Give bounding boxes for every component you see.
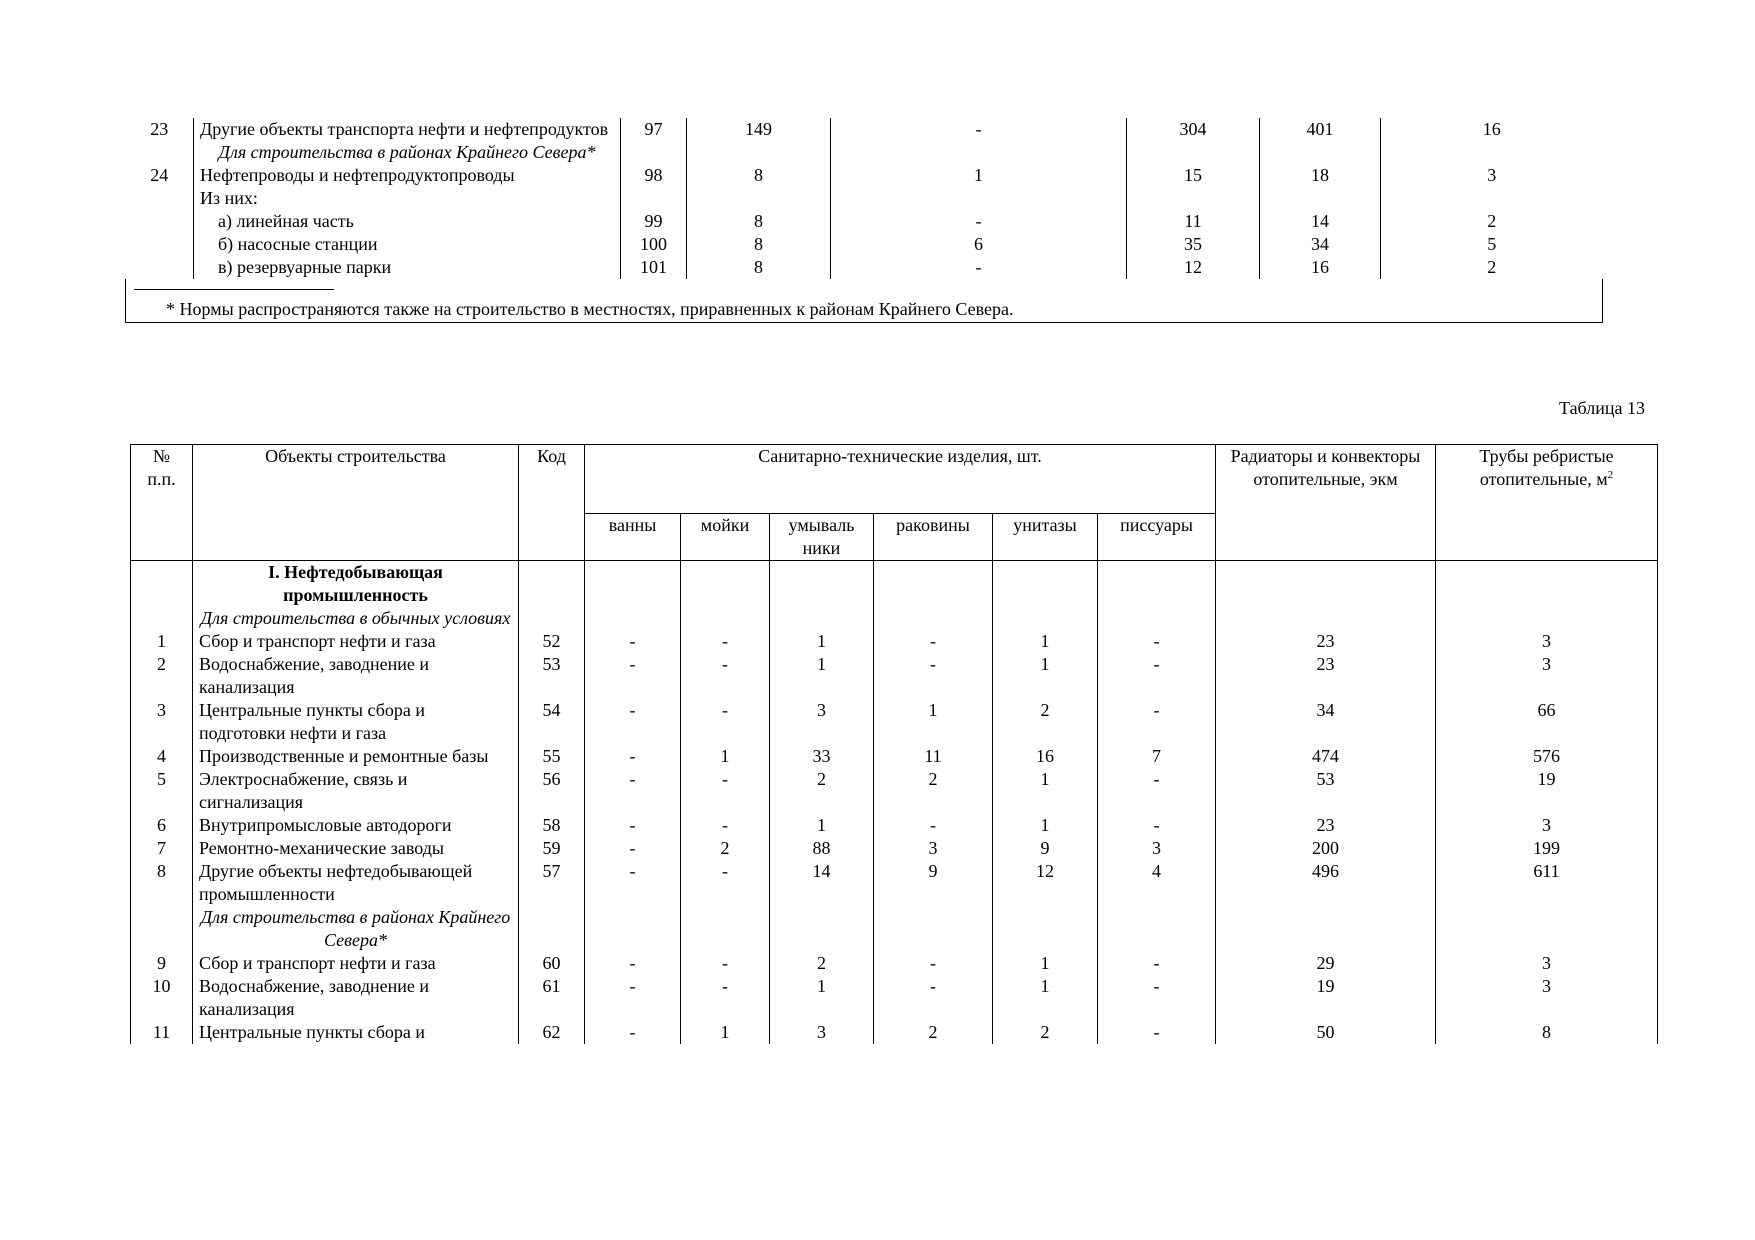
cell-value: - [585, 837, 681, 860]
cell-value: 611 [1436, 860, 1658, 906]
cell-subheader: Для строительства в обычных условиях [193, 607, 519, 630]
cell-empty [519, 607, 585, 630]
cell-value: 50 [1216, 1021, 1436, 1044]
cell-value: - [585, 860, 681, 906]
cell-value: 1 [681, 745, 770, 768]
cell-value: 149 [687, 118, 831, 141]
cell-value: 3 [1436, 814, 1658, 837]
cell-value: 19 [1216, 975, 1436, 1021]
cell-no [131, 561, 193, 608]
cell-value: 1 [831, 164, 1127, 187]
cell-value: 53 [1216, 768, 1436, 814]
cell-object: а) линейная часть [194, 210, 621, 233]
cell-empty [1381, 141, 1603, 164]
cell-empty [1098, 561, 1216, 608]
cell-value: - [1098, 768, 1216, 814]
cell-no: 2 [131, 653, 193, 699]
cell-value: 29 [1216, 952, 1436, 975]
cell-value: 23 [1216, 630, 1436, 653]
table-row [131, 653, 1658, 699]
cell-value: - [1098, 699, 1216, 745]
cell-object: Сбор и транспорт нефти и газа [193, 630, 519, 653]
cell-value: 8 [687, 164, 831, 187]
table-row [131, 860, 1658, 906]
cell-no: 8 [131, 860, 193, 906]
cell-value: 3 [1436, 975, 1658, 1021]
cell-empty [1216, 561, 1436, 608]
cell-value: 9 [993, 837, 1098, 860]
cell-value: 19 [1436, 768, 1658, 814]
cell-value [831, 187, 1127, 210]
cell-value: 35 [1127, 233, 1260, 256]
cell-value: 1 [770, 630, 874, 653]
cell-value: - [1098, 653, 1216, 699]
cell-no [126, 187, 194, 210]
cell-value: 3 [770, 1021, 874, 1044]
cell-value: 16 [1381, 118, 1603, 141]
table-row [126, 210, 1603, 233]
cell-object: б) насосные станции [194, 233, 621, 256]
cell-value: 474 [1216, 745, 1436, 768]
cell-value: - [874, 975, 993, 1021]
cell-value: 34 [1260, 233, 1381, 256]
cell-value: 1 [993, 768, 1098, 814]
cell-value: 3 [874, 837, 993, 860]
cell-no [126, 210, 194, 233]
cell-value: 33 [770, 745, 874, 768]
cell-value: 6 [831, 233, 1127, 256]
top-table-body [126, 118, 1603, 279]
cell-empty [621, 141, 687, 164]
cell-empty [585, 906, 681, 952]
cell-value: 1 [993, 952, 1098, 975]
cell-value: - [874, 653, 993, 699]
cell-value: - [585, 975, 681, 1021]
cell-no: 7 [131, 837, 193, 860]
cell-value: - [585, 653, 681, 699]
table-13-body [131, 561, 1658, 1045]
header-sanitary: Санитарно-технические изделия, шт. [585, 445, 1216, 514]
cell-code [621, 187, 687, 210]
table-row [131, 814, 1658, 837]
cell-value: 3 [1436, 952, 1658, 975]
cell-value: - [681, 975, 770, 1021]
subheader-cell: умываль ники [770, 514, 874, 561]
cell-value [1381, 187, 1603, 210]
cell-empty [681, 561, 770, 608]
cell-code: 58 [519, 814, 585, 837]
table-row [131, 561, 1658, 608]
table-row [131, 1021, 1658, 1044]
cell-value: - [585, 768, 681, 814]
top-table [125, 118, 1603, 323]
table-13 [130, 444, 1658, 1044]
cell-value: 14 [1260, 210, 1381, 233]
cell-value: 496 [1216, 860, 1436, 906]
cell-object: Центральные пункты сбора и [193, 1021, 519, 1044]
cell-code: 53 [519, 653, 585, 699]
cell-code: 62 [519, 1021, 585, 1044]
cell-value: 3 [1098, 837, 1216, 860]
cell-value: 1 [874, 699, 993, 745]
cell-value: 2 [993, 1021, 1098, 1044]
header-radiators: Радиаторы и конвекторы отопительные, экм [1216, 445, 1436, 561]
cell-value: - [874, 814, 993, 837]
cell-empty [585, 561, 681, 608]
cell-empty [1216, 607, 1436, 630]
cell-value: - [585, 630, 681, 653]
cell-value: 23 [1216, 814, 1436, 837]
cell-value: 2 [770, 952, 874, 975]
header-pipes-text: Трубы ребристые отопительные, м [1479, 446, 1614, 489]
cell-value: - [874, 630, 993, 653]
cell-empty [1436, 561, 1658, 608]
footnote-row [126, 279, 1603, 323]
cell-code: 97 [621, 118, 687, 141]
cell-value: 14 [770, 860, 874, 906]
cell-empty [874, 607, 993, 630]
cell-value [1127, 187, 1260, 210]
header-row [131, 445, 1658, 514]
cell-empty [1127, 141, 1260, 164]
table-row [131, 607, 1658, 630]
cell-empty [519, 561, 585, 608]
cell-value: 7 [1098, 745, 1216, 768]
cell-value: 11 [1127, 210, 1260, 233]
cell-empty [770, 906, 874, 952]
cell-value: 9 [874, 860, 993, 906]
cell-object: в) резервуарные парки [194, 256, 621, 279]
cell-value: - [585, 699, 681, 745]
table-row [131, 952, 1658, 975]
cell-empty [687, 141, 831, 164]
cell-section: I. Нефтедобывающая промышленность [193, 561, 519, 608]
cell-code: 101 [621, 256, 687, 279]
cell-value: - [585, 1021, 681, 1044]
cell-empty [874, 561, 993, 608]
cell-empty [770, 607, 874, 630]
cell-object: Водоснабжение, заводнение и канализация [193, 975, 519, 1021]
cell-no: 23 [150, 119, 169, 139]
cell-code: 60 [519, 952, 585, 975]
cell-value [687, 187, 831, 210]
cell-empty [585, 607, 681, 630]
cell-empty [519, 906, 585, 952]
cell-value: 2 [1381, 210, 1603, 233]
cell-object: Внутрипромысловые автодороги [193, 814, 519, 837]
cell-code: 55 [519, 745, 585, 768]
cell-empty [993, 906, 1098, 952]
cell-object: Из них: [194, 187, 621, 210]
cell-no: 1 [131, 630, 193, 653]
cell-value: - [1098, 1021, 1216, 1044]
cell-value: 304 [1127, 118, 1260, 141]
header-no: № п.п. [131, 445, 193, 561]
cell-value: 5 [1381, 233, 1603, 256]
cell-value: 1 [993, 630, 1098, 653]
table-row [126, 164, 1603, 187]
cell-code: 57 [519, 860, 585, 906]
table-row [131, 906, 1658, 952]
cell-value: - [681, 952, 770, 975]
cell-value: 8 [687, 210, 831, 233]
cell-value: 1 [993, 814, 1098, 837]
subheader-cell: писсуары [1098, 514, 1216, 561]
cell-no: 11 [131, 1021, 193, 1044]
cell-empty [874, 906, 993, 952]
cell-value: 2 [770, 768, 874, 814]
subheader-cell: ванны [585, 514, 681, 561]
cell-value: 576 [1436, 745, 1658, 768]
cell-value: 1 [770, 975, 874, 1021]
cell-code: 99 [621, 210, 687, 233]
header-object: Объекты строительства [193, 445, 519, 561]
cell-object: Производственные и ремонтные базы [193, 745, 519, 768]
cell-code: 56 [519, 768, 585, 814]
cell-value: - [874, 952, 993, 975]
cell-value: 8 [687, 233, 831, 256]
cell-value: - [681, 768, 770, 814]
cell-no: 4 [131, 745, 193, 768]
cell-empty [1098, 906, 1216, 952]
cell-empty [681, 906, 770, 952]
cell-value: - [831, 118, 1127, 141]
cell-value: - [585, 745, 681, 768]
cell-empty [993, 561, 1098, 608]
cell-value: - [1098, 975, 1216, 1021]
cell-value: - [681, 653, 770, 699]
cell-code: 98 [621, 164, 687, 187]
table-row [126, 141, 1603, 164]
cell-value [1260, 187, 1381, 210]
cell-value: 2 [993, 699, 1098, 745]
cell-value: 1 [770, 653, 874, 699]
cell-object: Водоснабжение, заводнение и канализация [193, 653, 519, 699]
cell-value: 3 [770, 699, 874, 745]
cell-value: 2 [874, 1021, 993, 1044]
cell-empty [1098, 607, 1216, 630]
cell-value: 4 [1098, 860, 1216, 906]
cell-value: 15 [1127, 164, 1260, 187]
cell-value: 88 [770, 837, 874, 860]
cell-value: 1 [770, 814, 874, 837]
cell-value: 18 [1260, 164, 1381, 187]
cell-value: 2 [681, 837, 770, 860]
cell-value: - [1098, 814, 1216, 837]
cell-empty [1260, 141, 1381, 164]
footnote-cell [126, 279, 1603, 323]
cell-value: 3 [1381, 164, 1603, 187]
cell-subheader: Для строительства в районах Крайнего Севера* [194, 141, 621, 164]
cell-value: 16 [1260, 256, 1381, 279]
cell-value: - [681, 699, 770, 745]
cell-value: 8 [1436, 1021, 1658, 1044]
cell-value: - [585, 952, 681, 975]
cell-value: 23 [1216, 653, 1436, 699]
cell-value: 3 [1436, 630, 1658, 653]
cell-value: 3 [1436, 653, 1658, 699]
header-pipes [1436, 445, 1658, 561]
cell-value: 16 [993, 745, 1098, 768]
footnote-text: * Нормы распространяются также на строительство в местностях, приравненных к районам Крайнего Севера. [166, 299, 1014, 319]
cell-value: - [1098, 630, 1216, 653]
cell-empty [1216, 906, 1436, 952]
cell-object: Нефтепроводы и нефтепродуктопроводы [194, 164, 621, 187]
cell-object: Сбор и транспорт нефти и газа [193, 952, 519, 975]
cell-value: 2 [1381, 256, 1603, 279]
cell-value: - [681, 860, 770, 906]
cell-value: 11 [874, 745, 993, 768]
cell-no: 9 [131, 952, 193, 975]
table-row [131, 745, 1658, 768]
cell-object: Другие объекты нефтедобывающей промышленности [193, 860, 519, 906]
table-row [131, 768, 1658, 814]
cell-no: 24 [150, 165, 169, 185]
cell-value: 200 [1216, 837, 1436, 860]
table-row [126, 233, 1603, 256]
subheader-cell: унитазы [993, 514, 1098, 561]
cell-code: 54 [519, 699, 585, 745]
table-row [126, 187, 1603, 210]
cell-code: 61 [519, 975, 585, 1021]
cell-value: 199 [1436, 837, 1658, 860]
cell-empty [1436, 906, 1658, 952]
cell-value: - [585, 814, 681, 837]
cell-value: 34 [1216, 699, 1436, 745]
cell-no [126, 256, 194, 279]
cell-empty [770, 561, 874, 608]
cell-object: Ремонтно-механические заводы [193, 837, 519, 860]
cell-code: 100 [621, 233, 687, 256]
cell-code: 59 [519, 837, 585, 860]
table-caption: Таблица 13 [1559, 398, 1645, 418]
cell-object: Центральные пункты сбора и подготовки нефти и газа [193, 699, 519, 745]
cell-empty [1436, 607, 1658, 630]
cell-value: 66 [1436, 699, 1658, 745]
cell-value: - [831, 210, 1127, 233]
cell-object: Другие объекты транспорта нефти и нефтепродуктов [194, 118, 621, 141]
cell-no: 6 [131, 814, 193, 837]
cell-empty [993, 607, 1098, 630]
cell-value: 1 [993, 975, 1098, 1021]
table-row [131, 630, 1658, 653]
cell-no: 10 [131, 975, 193, 1021]
cell-subheader: Для строительства в районах Крайнего Севера* [193, 906, 519, 952]
subheader-cell: раковины [874, 514, 993, 561]
cell-no: 5 [131, 768, 193, 814]
cell-empty [831, 141, 1127, 164]
cell-empty [681, 607, 770, 630]
cell-no [131, 906, 193, 952]
footnote-separator [134, 289, 334, 298]
cell-value: 1 [681, 1021, 770, 1044]
cell-value: - [681, 814, 770, 837]
cell-no [126, 141, 194, 164]
cell-value: - [1098, 952, 1216, 975]
table-row [126, 256, 1603, 279]
cell-code: 52 [519, 630, 585, 653]
cell-value: 8 [687, 256, 831, 279]
header-code: Код [519, 445, 585, 561]
cell-value: 1 [993, 653, 1098, 699]
header-pipes-sup: 2 [1607, 469, 1614, 481]
cell-value: - [831, 256, 1127, 279]
table-row [131, 699, 1658, 745]
cell-value: 401 [1260, 118, 1381, 141]
cell-value: 12 [993, 860, 1098, 906]
table-row [126, 118, 1603, 141]
table-row [131, 975, 1658, 1021]
cell-value: 12 [1127, 256, 1260, 279]
table-row [131, 837, 1658, 860]
cell-value: 2 [874, 768, 993, 814]
cell-no [126, 233, 194, 256]
cell-value: - [681, 630, 770, 653]
cell-object: Электроснабжение, связь и сигнализация [193, 768, 519, 814]
subheader-cell: мойки [681, 514, 770, 561]
cell-no: 3 [131, 699, 193, 745]
cell-no [131, 607, 193, 630]
